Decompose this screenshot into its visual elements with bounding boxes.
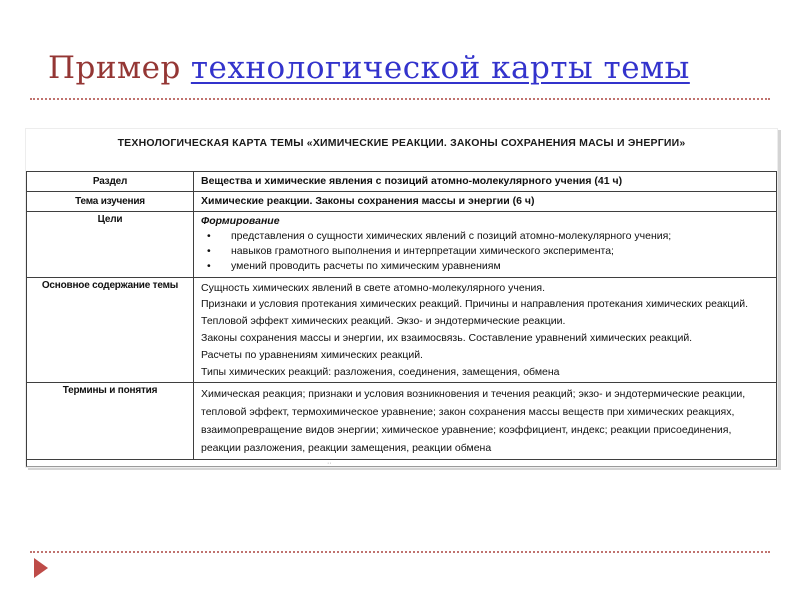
dotted-divider-bottom bbox=[30, 551, 770, 553]
dotted-divider-top bbox=[30, 98, 770, 100]
row-label: Раздел bbox=[27, 172, 194, 192]
bullet-text: представления о сущности химических явлений с позиций атомно-молекулярного учения; bbox=[231, 230, 672, 242]
content-line: Признаки и условия протекания химических реакций. Причины и направления протекания химических реакций. bbox=[201, 298, 749, 311]
goals-intro: Формирование bbox=[201, 215, 280, 227]
content-line: Типы химических реакций: разложения, соединения, замещения, обмена bbox=[201, 365, 560, 378]
tech-map-table bbox=[26, 171, 777, 460]
play-arrow-icon bbox=[34, 558, 48, 578]
bullet-icon: • bbox=[207, 260, 211, 273]
table-row-soderzhanie bbox=[27, 277, 777, 383]
bullet-icon: • bbox=[207, 245, 211, 258]
table-row-tema-izucheniya bbox=[27, 192, 777, 212]
row-value: Химические реакции. Законы сохранения массы и энергии (6 ч) bbox=[194, 192, 777, 212]
row-label: Основное содержание темы bbox=[27, 277, 194, 383]
bullet-icon: • bbox=[207, 230, 211, 242]
table-row-terminy bbox=[27, 383, 777, 460]
content-line: Тепловой эффект химических реакций. Экзо- и эндотермические реакции. bbox=[201, 315, 566, 328]
title-prefix: Пример bbox=[48, 50, 181, 86]
bullet-text: навыков грамотного выполнения и интерпретации химического эксперимента; bbox=[231, 245, 614, 258]
row-value bbox=[194, 277, 777, 383]
row-label: Термины и понятия bbox=[27, 383, 194, 460]
cutoff-row bbox=[26, 460, 777, 467]
row-value bbox=[194, 212, 777, 278]
table-row-razdel bbox=[27, 172, 777, 192]
content-line: Расчеты по уравнениям химических реакций. bbox=[201, 348, 423, 361]
cutoff-text-fragment: ·· bbox=[327, 460, 332, 468]
row-value: Химическая реакция; признаки и условия возникновения и течения реакций; экзо- и эндотермические реакции, тепловой эффект, термохимическое уравнение; закон сохранения массы веществ при химических реакциях, взаимопревращение видов энергии; химическое уравнение; коэффициент, индекс; реакции присоединения, реакции разложения, реакции замещения, реакции обмена bbox=[194, 383, 777, 460]
table-row-celi bbox=[27, 212, 777, 278]
bullet-list-item bbox=[201, 229, 769, 244]
bullet-list-item bbox=[201, 244, 769, 259]
page-title bbox=[48, 50, 690, 86]
content-line: Сущность химических явлений в свете атомно-молекулярного учения. bbox=[201, 281, 546, 294]
bullet-text: умений проводить расчеты по химическим уравнениям bbox=[231, 260, 501, 273]
row-value: Вещества и химические явления с позиций атомно-молекулярного учения (41 ч) bbox=[194, 172, 777, 192]
content-line: Законы сохранения массы и энергии, их взаимосвязь. Составление уравнений химических реакций. bbox=[201, 332, 693, 344]
title-link[interactable]: технологической карты темы bbox=[190, 50, 690, 86]
row-label: Цели bbox=[27, 212, 194, 278]
table-caption: ТЕХНОЛОГИЧЕСКАЯ КАРТА ТЕМЫ «ХИМИЧЕСКИЕ РЕАКЦИИ. ЗАКОНЫ СОХРАНЕНИЯ МАСЫ И ЭНЕРГИИ» bbox=[117, 137, 686, 149]
row-label: Тема изучения bbox=[27, 192, 194, 212]
embedded-table-document bbox=[25, 128, 778, 468]
bullet-list-item bbox=[201, 259, 769, 274]
